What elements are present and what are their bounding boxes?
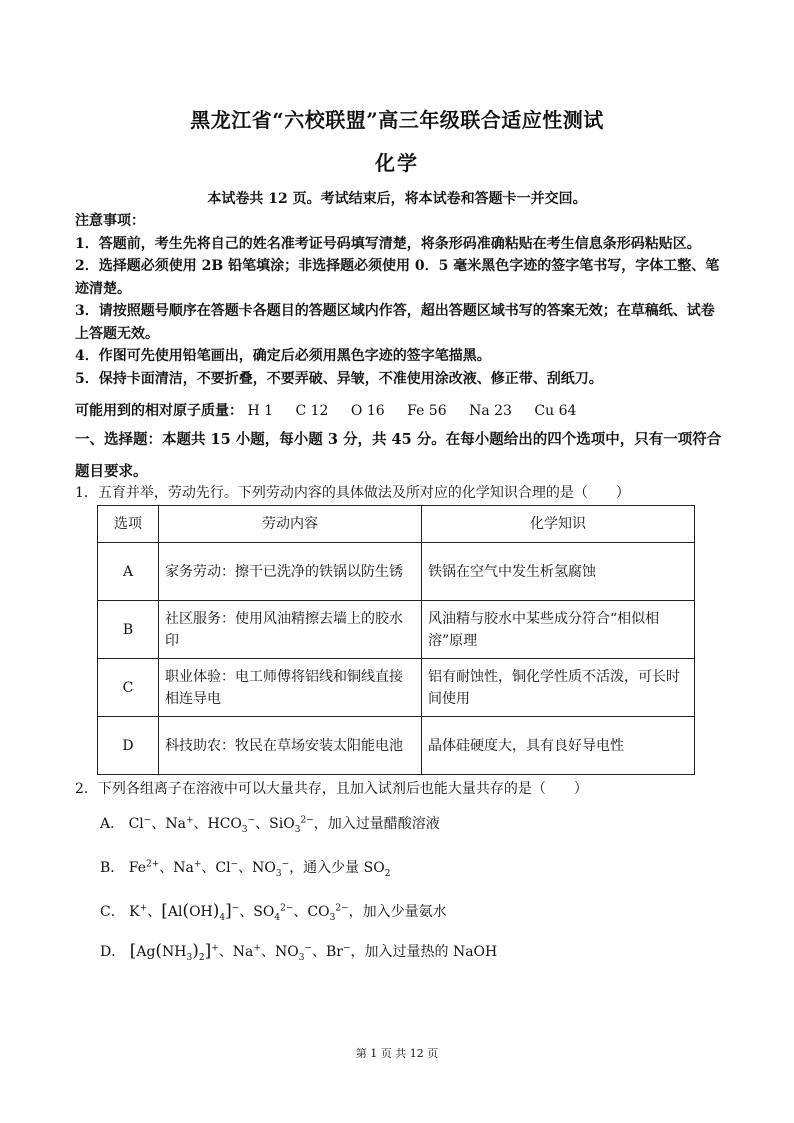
table-cell-knowledge: 铁锅在空气中发生析氢腐蚀 [422, 543, 695, 601]
table-row [98, 717, 695, 775]
page-footer: 第 1 页 共 12 页 [355, 1047, 439, 1060]
table-header: 劳动内容 [159, 506, 422, 543]
ion-formula: $[Ag(NH_3)_2]^+$、Na+、$NO_3^-$、Br− [129, 941, 351, 963]
table-header-row [98, 506, 695, 543]
choice-label: B． [100, 860, 125, 876]
notice-item: 2．选择题必须使用 2B 铅笔填涂；非选择题必须使用 0．5 毫米黑色字迹的签字笔书写，字体工整、笔迹清楚。 [75, 258, 720, 297]
choice-b [100, 857, 390, 879]
choice-condition: ，加入过量醋酸溶液 [313, 816, 440, 832]
table-cell-option: D [98, 717, 159, 775]
table-cell-labor: 社区服务：使用风油精擦去墙上的胶水印 [159, 601, 422, 659]
question-1-table [97, 505, 695, 775]
question-1-stem: 1．五育并举，劳动先行。下列劳动内容的具体做法及所对应的化学知识合理的是（ ） [75, 485, 630, 501]
table-cell-option: C [98, 659, 159, 717]
atomic-mass: Fe 56 [407, 403, 447, 419]
section-heading: 一、选择题：本题共 15 小题，每小题 3 分，共 45 分。在每小题给出的四个选项中，只有一项符合题目要求。 [75, 431, 722, 480]
table-cell-option: A [98, 543, 159, 601]
atomic-mass: Na 23 [469, 403, 512, 419]
choice-condition: ，通入少量 SO [289, 860, 385, 876]
table-cell-knowledge: 风油精与胶水中某些成分符合“相似相溶”原理 [422, 601, 695, 659]
choice-a [100, 813, 440, 835]
question-2-stem: 2．下列各组离子在溶液中可以大量共存，且加入试剂后也能大量共存的是（ ） [75, 781, 588, 797]
exam-info: 本试卷共 12 页。考试结束后，将本试卷和答题卡一并交回。 [207, 191, 587, 207]
atomic-mass: O 16 [350, 403, 385, 419]
choice-label: A． [100, 816, 125, 832]
table-row [98, 659, 695, 717]
ion-formula: K+、$[Al(OH)_4]^-$、$SO_4^{2-}$、$CO_3^{2-}$ [129, 901, 349, 923]
notice-item: 3．请按照题号顺序在答题卡各题目的答题区域内作答，超出答题区域书写的答案无效；在草稿纸、试卷上答题无效。 [75, 303, 715, 342]
notice-item: 5．保持卡面清洁，不要折叠，不要弄破、异皱，不准使用涂改液、修正带、刮纸刀。 [75, 370, 603, 387]
table-row [98, 543, 695, 601]
table-cell-labor: 科技助农：牧民在草场安装太阳能电池 [159, 717, 422, 775]
notice-block [75, 210, 725, 390]
atomic-mass-line [75, 400, 594, 422]
notice-item: 4．作图可先使用铅笔画出，确定后必须用黑色字迹的签字笔描黑。 [75, 348, 491, 364]
atomic-mass-label: 可能用到的相对原子质量： [75, 403, 243, 419]
table-header: 选项 [98, 506, 159, 543]
atomic-mass: C 12 [295, 403, 329, 419]
choice-d [100, 940, 497, 963]
atomic-mass: Cu 64 [534, 403, 577, 419]
subject-title: 化学 [375, 151, 419, 175]
table-cell-labor: 职业体验：电工师傅将铝线和铜线直接相连导电 [159, 659, 422, 717]
exam-title: 黑龙江省“六校联盟”高三年级联合适应性测试 [190, 108, 604, 132]
notice-heading: 注意事项： [75, 213, 145, 229]
table-cell-labor: 家务劳动：擦干已洗净的铁锅以防生锈 [159, 543, 422, 601]
ion-formula: Cl−、Na+、$HCO_3^-$、SiO$_3^{2-}$ [128, 815, 314, 835]
table-cell-knowledge: 铝有耐蚀性，铜化学性质不活泼，可长时间使用 [422, 659, 695, 717]
ion-formula: $Fe^{2+}$、Na+、Cl−、$NO_3^-$ [128, 859, 290, 879]
choice-condition-subscript: 2 [384, 868, 391, 879]
table-cell-option: B [98, 601, 159, 659]
choice-label: D． [100, 944, 126, 960]
choice-condition: ，加入过量热的 NaOH [350, 944, 498, 960]
choice-condition: ，加入少量氨水 [348, 904, 447, 920]
atomic-mass: H 1 [247, 403, 274, 419]
choice-label: C． [100, 904, 125, 920]
notice-item: 1．答题前，考生先将自己的姓名准考证号码填写清楚，将条形码准确粘贴在考生信息条形码粘贴区。 [75, 235, 701, 252]
table-row [98, 601, 695, 659]
choice-c [100, 900, 447, 923]
table-cell-knowledge: 晶体硅硬度大，具有良好导电性 [422, 717, 695, 775]
table-header: 化学知识 [422, 506, 695, 543]
